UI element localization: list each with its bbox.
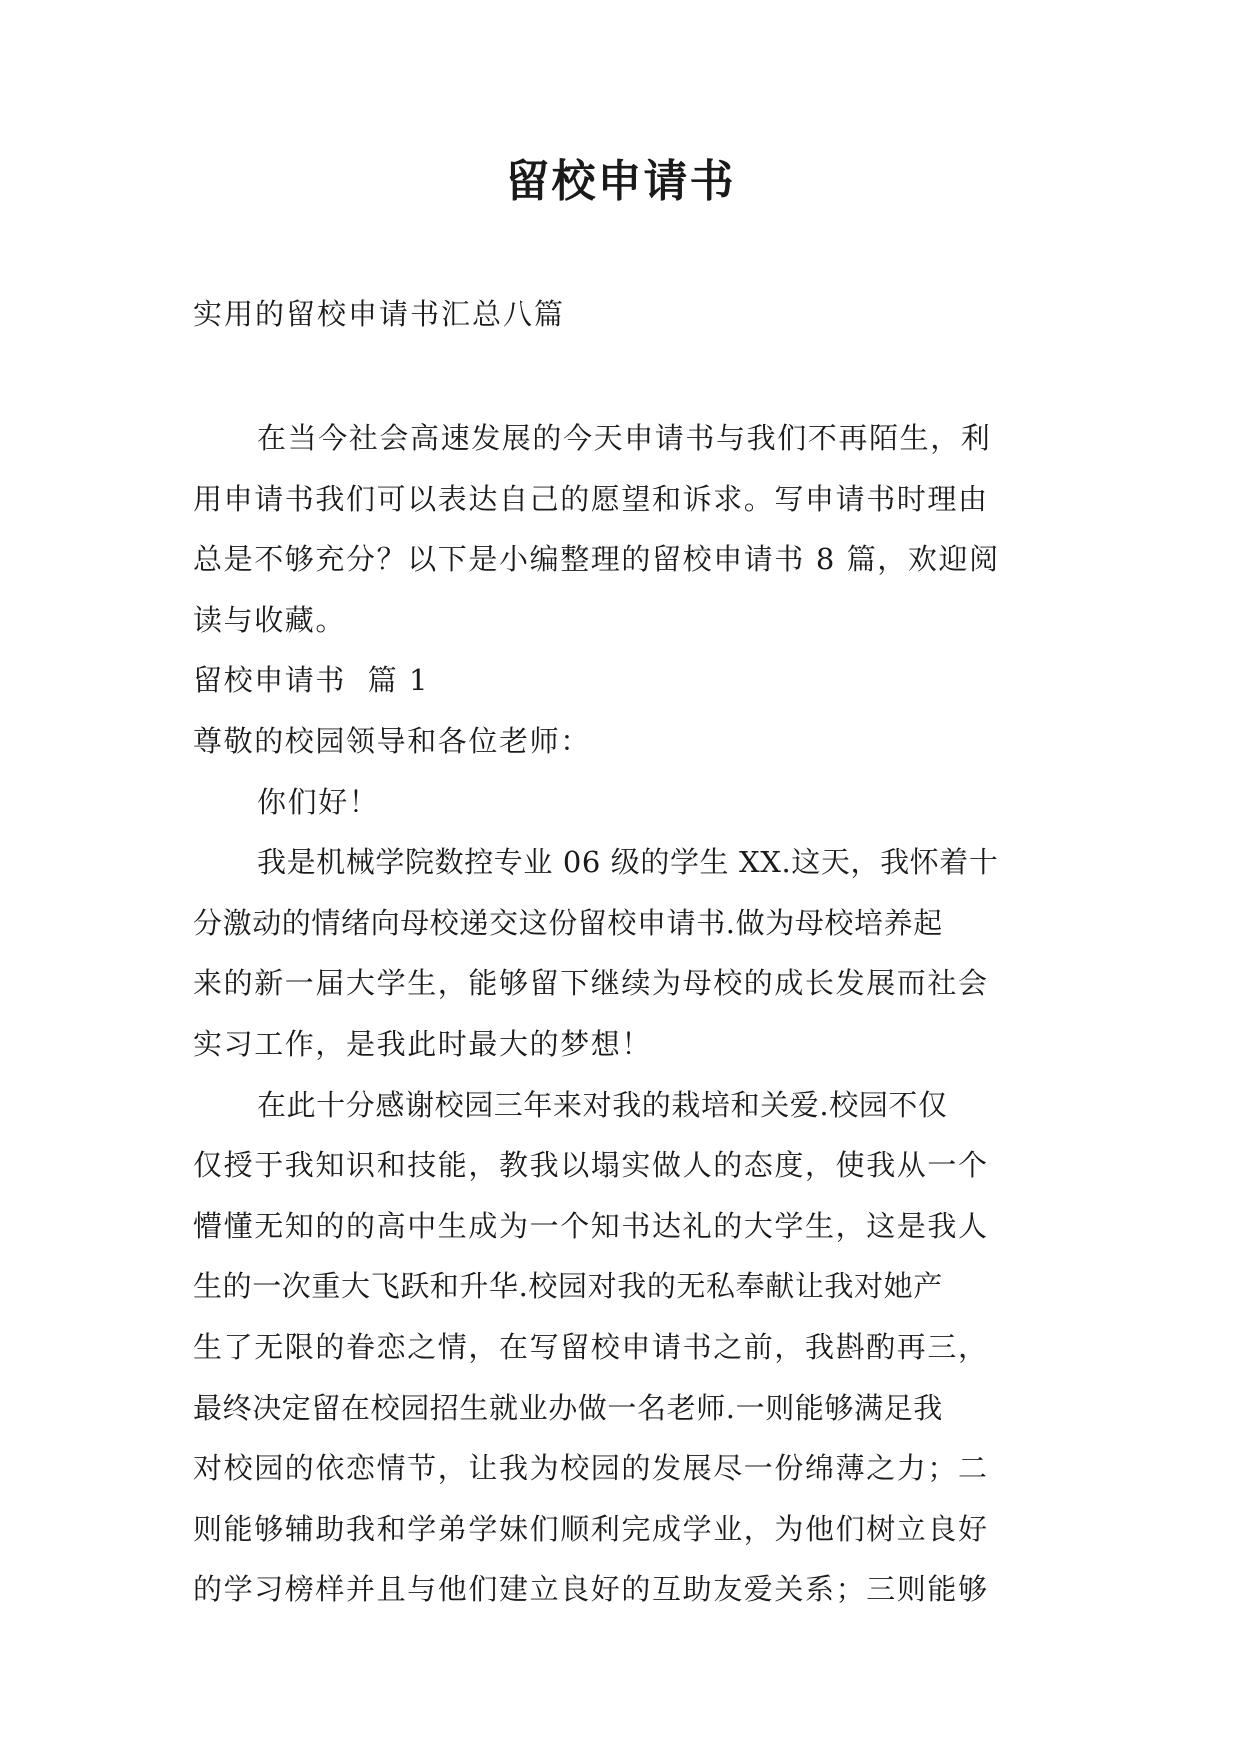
paragraph-line: 生了无限的眷恋之情，在写留校申请书之前，我斟酌再三， — [193, 1329, 989, 1364]
document-title: 留校申请书 — [505, 156, 736, 207]
paragraph-line: 来的新一届大学生，能够留下继续为母校的成长发展而社会 — [193, 966, 989, 1001]
paragraph-line: 读与收藏。 — [193, 602, 347, 637]
paragraph-line: 用申请书我们可以表达自己的愿望和诉求。写申请书时理由 — [193, 481, 989, 516]
paragraph-line: 最终决定留在校园招生就业办做一名老师.一则能够满足我 — [193, 1390, 943, 1425]
document-subtitle: 实用的留校申请书汇总八篇 — [193, 297, 566, 331]
paragraph-line: 在当今社会高速发展的今天申请书与我们不再陌生，利 — [257, 421, 992, 455]
document-body — [193, 408, 1055, 1620]
paragraph-line: 生的一次重大飞跃和升华.校园对我的无私奉献让我对她产 — [193, 1269, 943, 1304]
paragraph-line: 仅授于我知识和技能，教我以塌实做人的态度，使我从一个 — [193, 1148, 989, 1183]
paragraph-line: 对校园的依恋情节，让我为校园的发展尽一份绵薄之力；二 — [193, 1451, 989, 1486]
paragraph-line: 总是不够充分？以下是小编整理的留校申请书 8 篇，欢迎阅 — [193, 542, 1000, 577]
salutation: 尊敬的校园领导和各位老师： — [193, 723, 591, 758]
paragraph-line: 则能够辅助我和学弟学妹们顺利完成学业，为他们树立良好 — [193, 1511, 989, 1546]
paragraph-line: 实习工作，是我此时最大的梦想！ — [193, 1026, 653, 1061]
paragraph-line: 的学习榜样并且与他们建立良好的互助友爱关系；三则能够 — [193, 1572, 989, 1607]
paragraph-line: 我是机械学院数控专业 06 级的学生 XX.这天，我怀着十 — [257, 845, 999, 880]
section-heading: 留校申请书 篇 1 — [193, 663, 430, 698]
greeting: 你们好！ — [257, 784, 380, 819]
paragraph-line: 在此十分感谢校园三年来对我的栽培和关爱.校园不仅 — [257, 1087, 948, 1122]
paragraph-line: 懵懂无知的的高中生成为一个知书达礼的大学生，这是我人 — [193, 1208, 989, 1243]
paragraph-line: 分激动的情绪向母校递交这份留校申请书.做为母校培养起 — [193, 905, 943, 940]
